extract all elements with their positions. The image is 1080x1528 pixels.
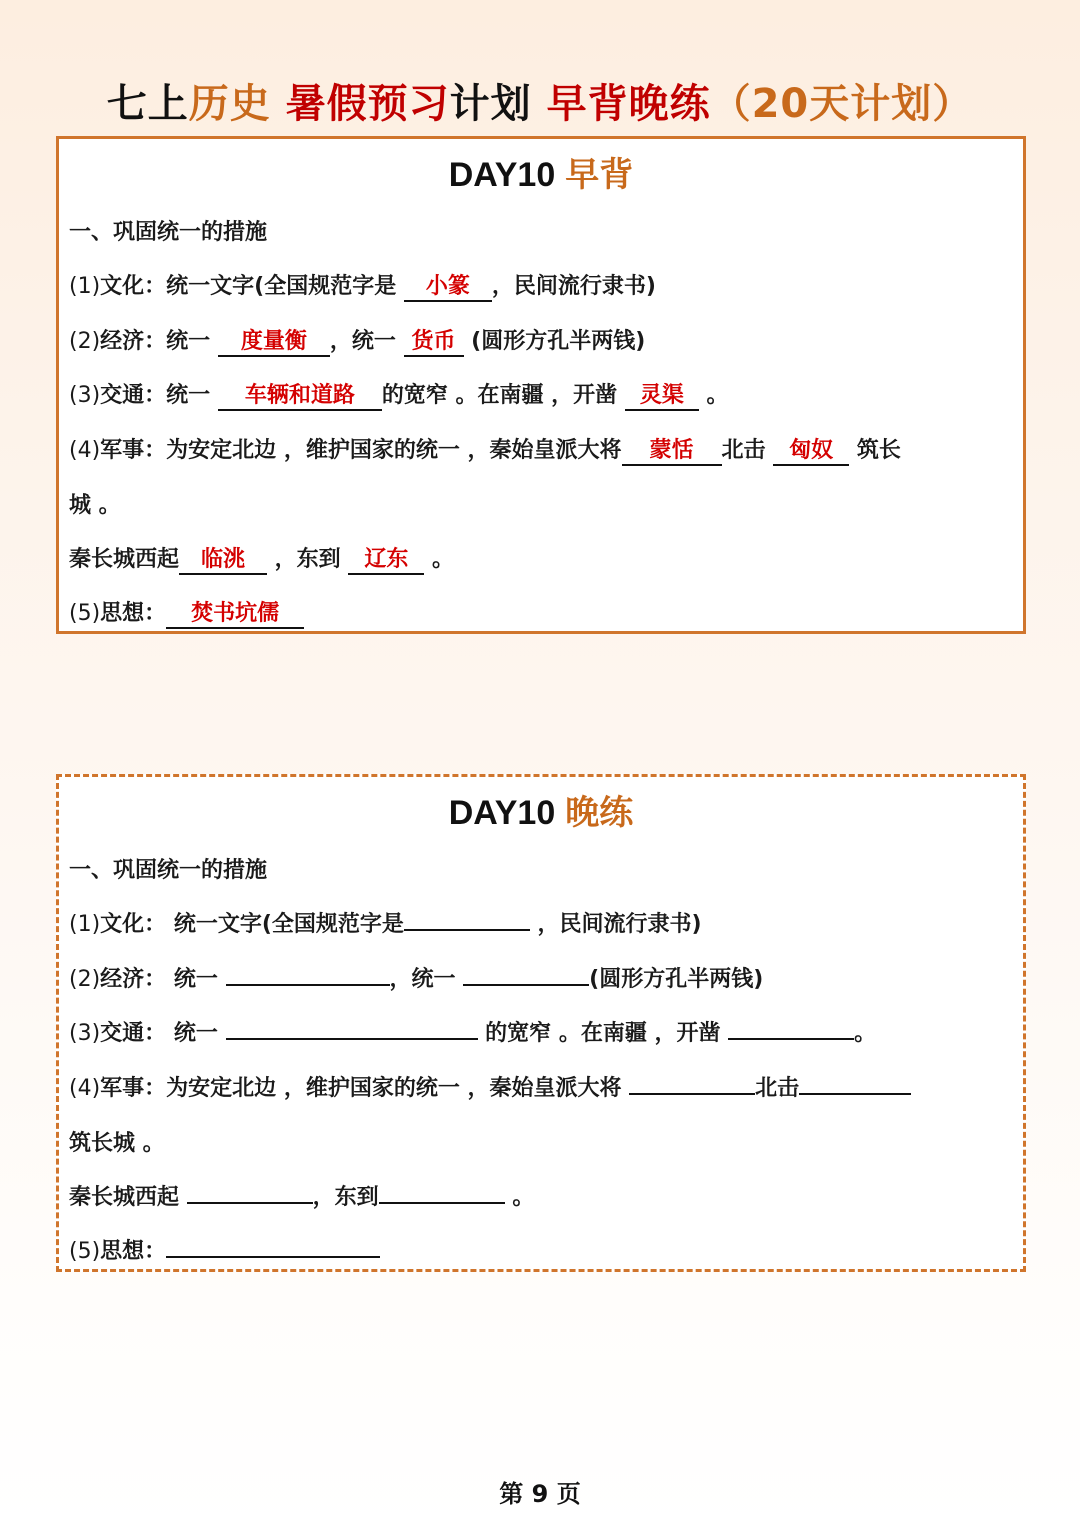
fill-blank[interactable] [404,907,530,931]
fill-blank[interactable] [379,1180,505,1204]
morning-military-line: (4)军事：为安定北边 ，维护国家的统一 ，秦始皇派大将 蒙恬 北击 匈奴 筑长 [69,433,901,466]
morning-thought-line: (5)思想： 焚书坑儒 [69,596,304,629]
fill-blank[interactable] [728,1016,854,1040]
answer-blank: 辽东 [348,547,424,575]
title-grade: 七上 [106,81,189,127]
answer-blank: 临洮 [179,547,267,575]
answer-blank: 焚书坑儒 [166,601,304,629]
evening-economy-line: (2)经济： 统一 ，统一 (圆形方孔半两钱) [69,962,763,993]
evening-section-heading: 一、巩固统一的措施 [69,858,268,883]
evening-military-cont: 筑长城 。 [69,1131,165,1156]
answer-blank: 车辆和道路 [218,383,382,411]
answer-blank: 蒙恬 [622,438,722,466]
fill-blank[interactable] [629,1071,755,1095]
morning-section-heading: 一、巩固统一的措施 [69,220,268,245]
fill-blank[interactable] [463,962,589,986]
morning-day-heading [59,147,1023,196]
evening-culture-line: (1)文化： 统一文字(全国规范字是 ，民间流行隶书) [69,907,702,938]
fill-blank[interactable] [799,1071,911,1095]
evening-practice-box [56,774,1026,1272]
evening-day-number: DAY10 [448,794,556,832]
morning-culture-line: (1)文化：统一文字(全国规范字是 小篆 ，民间流行隶书) [69,269,656,302]
title-summer: 暑假预习 [285,81,450,127]
morning-recite-box [56,136,1026,634]
evening-thought-line: (5)思想： [69,1234,380,1265]
morning-economy-line: (2)经济：统一 度量衡 ，统一 货币 (圆形方孔半两钱) [69,324,645,357]
morning-traffic-line: (3)交通：统一 车辆和道路 的宽窄 。在南疆 ，开凿 灵渠 。 [69,378,729,411]
morning-military-cont: 城 。 [69,493,121,518]
answer-blank: 灵渠 [625,383,699,411]
title-plan: 计划 [449,81,532,127]
evening-traffic-line: (3)交通： 统一 的宽窄 。在南疆 ，开凿 。 [69,1016,876,1047]
evening-day-label: 晚练 [565,793,634,833]
fill-blank[interactable] [226,962,390,986]
answer-blank: 匈奴 [773,438,849,466]
evening-military-line: (4)军事：为安定北边 ，维护国家的统一 ，秦始皇派大将 北击 [69,1071,911,1102]
title-method: 早背晚练 [546,81,711,127]
fill-blank[interactable] [187,1180,313,1204]
page-title [0,72,1080,129]
fill-blank[interactable] [166,1234,380,1258]
morning-day-label: 早背 [565,155,634,195]
title-subject: 历史 [188,81,271,127]
answer-blank: 度量衡 [218,329,330,357]
morning-day-number: DAY10 [448,156,556,194]
page-number: 第 9 页 [499,1480,581,1508]
evening-day-heading [59,785,1023,834]
morning-wall-line: 秦长城西起 临洮 ，东到 辽东 。 [69,542,454,575]
title-duration: （20天计划） [710,81,974,127]
fill-blank[interactable] [226,1016,478,1040]
answer-blank: 货币 [404,329,464,357]
evening-wall-line: 秦长城西起 ，东到 。 [69,1180,534,1211]
answer-blank: 小篆 [404,274,492,302]
